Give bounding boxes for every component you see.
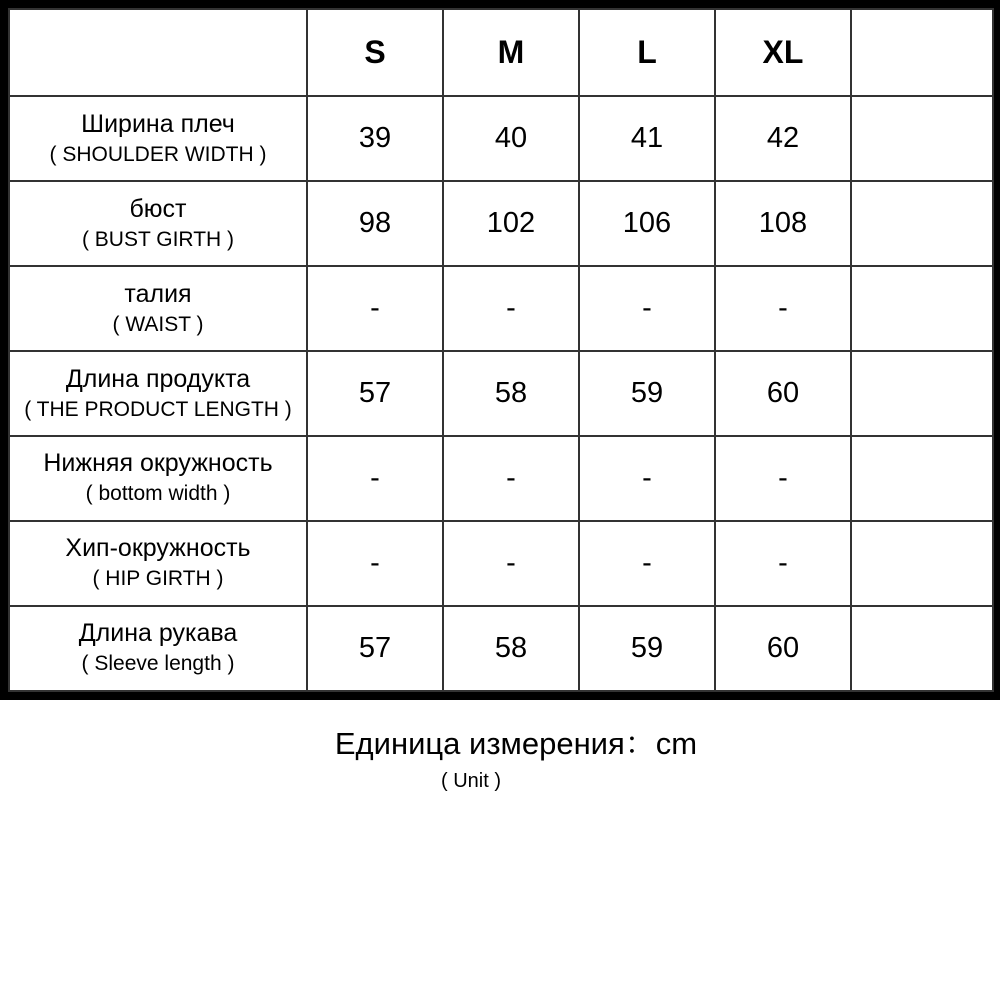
table-cell: 42 [716,97,850,180]
header-cell-empty [10,10,306,95]
table-cell: 98 [308,182,442,265]
table-cell: - [444,437,578,520]
table-cell: - [308,522,442,605]
unit-sublabel: ( Unit ) [441,770,501,792]
table-cell: - [716,437,850,520]
table-row-bust-girth [10,182,992,265]
table-cell-empty [852,437,992,520]
table-cell: 108 [716,182,850,265]
row-label-cell [10,437,306,520]
table-cell: 57 [308,607,442,690]
table-cell: - [580,267,714,350]
table-cell: 58 [444,352,578,435]
row-label-cell [10,607,306,690]
table-cell: - [580,522,714,605]
table-row-product-length [10,352,992,435]
row-label-cell [10,522,306,605]
unit-label: Единица измерения：cm [334,726,698,761]
table-row-hip-girth [10,522,992,605]
row-label-en: ( HIP GIRTH ) [92,567,224,591]
size-chart-table [8,8,994,692]
table-cell: - [308,267,442,350]
row-label-cell [10,182,306,265]
table-cell: 60 [716,352,850,435]
table-cell: 40 [444,97,578,180]
row-label-ru: Ширина плеч [81,109,235,138]
table-cell: - [308,437,442,520]
table-row-waist [10,267,992,350]
row-label-en: ( WAIST ) [112,312,204,336]
table-cell: 106 [580,182,714,265]
row-label-en: ( BUST GIRTH ) [81,227,235,251]
row-label-en: ( Sleeve length ) [81,652,235,676]
row-label-ru: Нижняя окружность [43,449,273,478]
table-cell: 39 [308,97,442,180]
table-cell: - [716,522,850,605]
row-label-ru: талия [124,279,192,308]
row-label-ru: Длина рукава [78,619,238,648]
table-cell: 60 [716,607,850,690]
row-label-en: ( SHOULDER WIDTH ) [49,142,267,166]
table-cell: 57 [308,352,442,435]
row-label-ru: Хип-окружность [65,534,251,563]
row-label-cell [10,267,306,350]
row-label-cell [10,97,306,180]
table-cell: 102 [444,182,578,265]
header-cell-size-s: S [308,10,442,95]
table-header-row [10,10,992,95]
table-cell: - [580,437,714,520]
table-cell-empty [852,267,992,350]
row-label-en: ( THE PRODUCT LENGTH ) [24,397,292,421]
table-cell: 58 [444,607,578,690]
table-cell: - [444,522,578,605]
table-cell: 59 [580,352,714,435]
row-label-cell [10,352,306,435]
table-cell: - [716,267,850,350]
table-cell-empty [852,522,992,605]
table-row-shoulder-width [10,97,992,180]
row-label-ru: бюст [129,194,187,223]
header-cell-size-l: L [580,10,714,95]
table-cell-empty [852,97,992,180]
row-label-ru: Длина продукта [65,364,251,393]
table-cell: 41 [580,97,714,180]
row-label-en: ( bottom width ) [85,482,231,506]
table-cell-empty [852,607,992,690]
table-cell: 59 [580,607,714,690]
table-cell: - [444,267,578,350]
header-cell-size-m: M [444,10,578,95]
header-cell-size-xl: XL [716,10,850,95]
table-row-sleeve-length [10,607,992,690]
table-cell-empty [852,182,992,265]
table-cell-empty [852,352,992,435]
table-row-bottom-width [10,437,992,520]
header-cell-extra [852,10,992,95]
